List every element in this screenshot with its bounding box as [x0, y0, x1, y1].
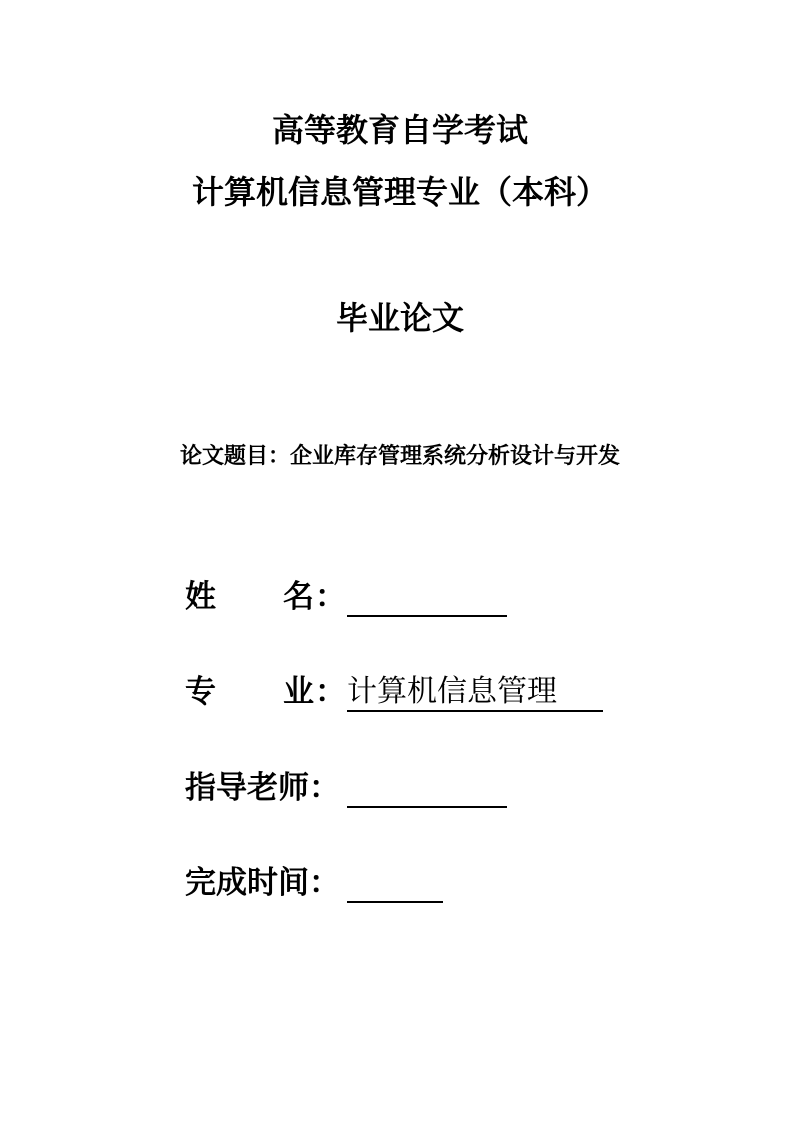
major-label-colon: ： [315, 674, 346, 710]
student-name-underline [347, 575, 507, 617]
name-label-char-2: 名 [283, 579, 314, 615]
completion-time-underline [347, 861, 443, 903]
major-label-char-1: 专 [185, 674, 216, 710]
document-type-title: 毕业论文 [335, 299, 464, 337]
major-label-char-2: 业 [283, 674, 314, 710]
advisor-label: 指导老师： [185, 770, 340, 806]
advisor-underline [347, 766, 507, 808]
name-label-colon: ： [315, 579, 346, 615]
thesis-topic: 论文题目：企业库存管理系统分析设计与开发 [179, 443, 620, 469]
completion-time-label: 完成时间： [185, 865, 340, 901]
name-label-char-1: 姓 [185, 579, 216, 615]
major-value: 计算机信息管理 [347, 674, 557, 709]
major-title: 计算机信息管理专业（本科） [191, 173, 608, 211]
exam-title: 高等教育自学考试 [271, 111, 528, 149]
